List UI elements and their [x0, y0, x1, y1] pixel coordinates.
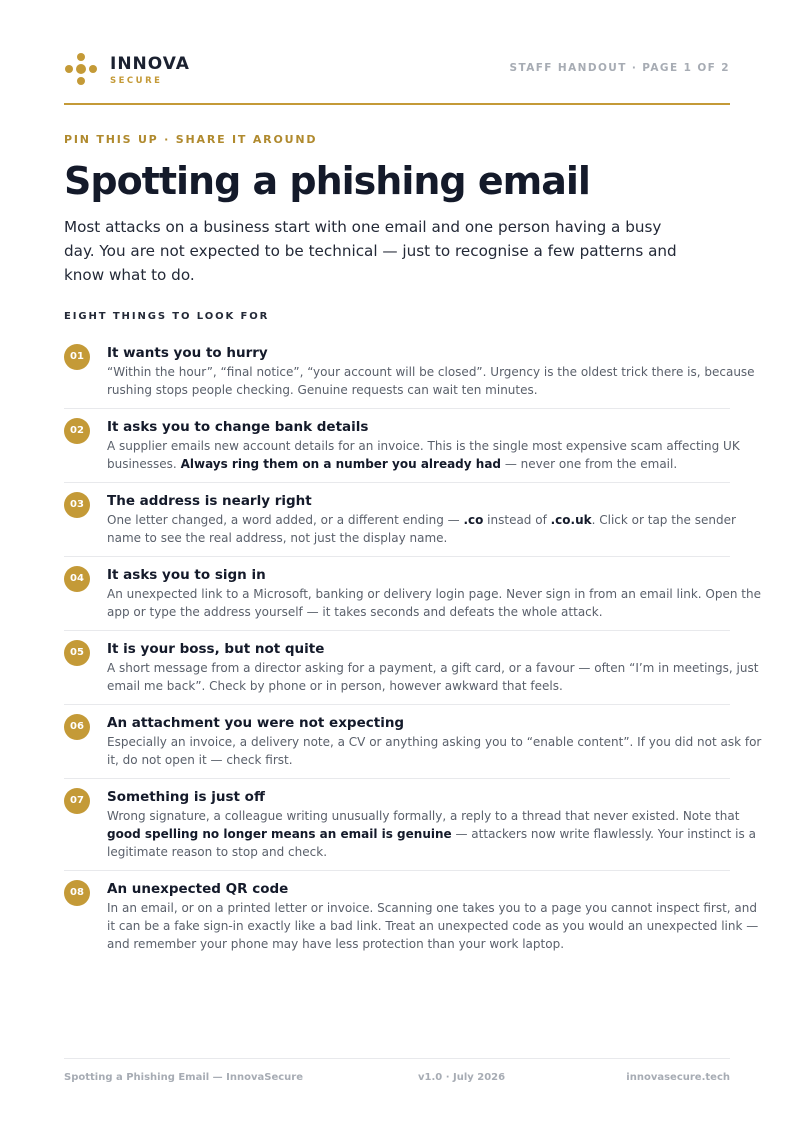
item-number-badge: 08 — [64, 880, 90, 906]
item-description — [107, 899, 759, 953]
page-header — [64, 52, 730, 86]
item-number-badge: 04 — [64, 566, 90, 592]
description-text: . Click or tap the sender — [591, 513, 736, 527]
list-item — [64, 557, 761, 631]
item-description — [107, 807, 756, 861]
item-description — [107, 437, 740, 473]
footer-title: Spotting a Phishing Email — InnovaSecure — [64, 1072, 303, 1083]
description-text: instead of — [483, 513, 551, 527]
description-line — [107, 529, 730, 547]
description-text: — attackers now write flawlessly. Your instinct is a — [451, 827, 756, 841]
description-line — [107, 733, 762, 751]
description-text: legitimate reason to stop and check. — [107, 845, 328, 859]
brand — [110, 55, 190, 87]
item-title: It asks you to sign in — [107, 567, 266, 583]
description-line — [107, 751, 730, 769]
list-item — [64, 779, 756, 871]
item-description — [107, 585, 761, 621]
footer-website: innovasecure.tech — [626, 1072, 730, 1083]
description-text: A supplier emails new account details for an invoice. This is the single most expensive scam affecting UK — [107, 439, 740, 453]
description-line — [107, 603, 730, 621]
description-text: it, do not open it — check first. — [107, 753, 293, 767]
description-text: email me back”. Check by phone or in person, however awkward that feels. — [107, 679, 563, 693]
header-divider — [64, 103, 730, 105]
description-line — [107, 825, 756, 843]
item-number-badge: 03 — [64, 492, 90, 518]
brand-sub: SECURE — [110, 76, 163, 86]
description-line — [107, 585, 761, 603]
item-title: Something is just off — [107, 789, 265, 805]
description-line — [107, 899, 758, 917]
description-text: it can be a fake sign-in exactly like a bad link. Treat an unexpected code as you would an unexpected link — — [107, 919, 759, 933]
handout-page — [64, 0, 762, 1123]
footer-version: v1.0 · July 2026 — [418, 1072, 506, 1083]
eyebrow: PIN THIS UP · SHARE IT AROUND — [64, 133, 318, 146]
brand-name: INNOVA — [110, 54, 190, 74]
list-item — [64, 409, 740, 483]
description-text: businesses. — [107, 457, 181, 471]
description-text: One letter changed, a word added, or a different ending — — [107, 513, 464, 527]
emphasis-text: .co.uk — [550, 513, 592, 527]
description-text: A short message from a director asking for a payment, a gift card, or a favour — often “I’m in meetings, just — [107, 661, 759, 675]
item-title: An attachment you were not expecting — [107, 715, 405, 731]
description-line — [107, 843, 730, 861]
item-title: The address is nearly right — [107, 493, 312, 509]
list-item — [64, 631, 759, 705]
section-label: EIGHT THINGS TO LOOK FOR — [64, 311, 270, 322]
description-text: — never one from the email. — [501, 457, 678, 471]
description-text: An unexpected link to a Microsoft, banking or delivery login page. Never sign in from an email link. Open the — [107, 587, 761, 601]
emphasis-text: good spelling no longer means an email is genuine — [107, 827, 452, 841]
brand-logo-icon — [64, 52, 98, 86]
item-title: An unexpected QR code — [107, 881, 289, 897]
page-title: Spotting a phishing email — [64, 159, 590, 203]
item-title: It is your boss, but not quite — [107, 641, 325, 657]
description-text: “Within the hour”, “final notice”, “your account will be closed”. Urgency is the oldest trick there is, because — [107, 365, 755, 379]
emphasis-text: .co — [463, 513, 484, 527]
footer-divider — [64, 1058, 730, 1059]
item-number-badge: 06 — [64, 714, 90, 740]
item-description — [107, 659, 759, 695]
lead-paragraph: Most attacks on a business start with one email and one person having a busy day. You are not expected to be technical — just to recognise a few patterns and know what to do. — [64, 218, 677, 284]
item-description — [107, 733, 762, 769]
description-line — [107, 363, 755, 381]
list-item — [64, 871, 759, 962]
list-item — [64, 483, 736, 557]
description-text: In an email, or on a printed letter or invoice. Scanning one takes you to a page you cannot inspect first, and — [107, 901, 758, 915]
description-line — [107, 455, 730, 473]
item-number-badge: 01 — [64, 344, 90, 370]
item-title: It asks you to change bank details — [107, 419, 369, 435]
item-title: It wants you to hurry — [107, 345, 268, 361]
description-line — [107, 381, 730, 399]
description-text: name to see the real address, not just the display name. — [107, 531, 448, 545]
description-text: Wrong signature, a colleague writing unusually formally, a reply to a thread that never existed. Note that — [107, 809, 740, 823]
description-line — [107, 511, 736, 529]
description-line — [107, 437, 740, 455]
description-text: rushing stops people checking. Genuine requests can wait ten minutes. — [107, 383, 538, 397]
emphasis-text: Always ring them on a number you already had — [180, 457, 502, 471]
description-line — [107, 659, 759, 677]
tips-list — [64, 335, 762, 962]
document-tag: STAFF HANDOUT · PAGE 1 OF 2 — [509, 62, 730, 74]
description-text: and remember your phone may have less protection than your work laptop. — [107, 937, 565, 951]
item-number-badge: 07 — [64, 788, 90, 814]
description-text: Especially an invoice, a delivery note, a CV or anything asking you to “enable content”. If you did not ask for — [107, 735, 762, 749]
description-line — [107, 917, 759, 935]
list-item — [64, 335, 755, 409]
item-number-badge: 05 — [64, 640, 90, 666]
item-number-badge: 02 — [64, 418, 90, 444]
item-description — [107, 511, 736, 547]
description-line — [107, 807, 740, 825]
item-description — [107, 363, 755, 399]
description-line — [107, 935, 730, 953]
list-item — [64, 705, 762, 779]
description-text: app or type the address yourself — it takes seconds and defeats the whole attack. — [107, 605, 603, 619]
description-line — [107, 677, 730, 695]
